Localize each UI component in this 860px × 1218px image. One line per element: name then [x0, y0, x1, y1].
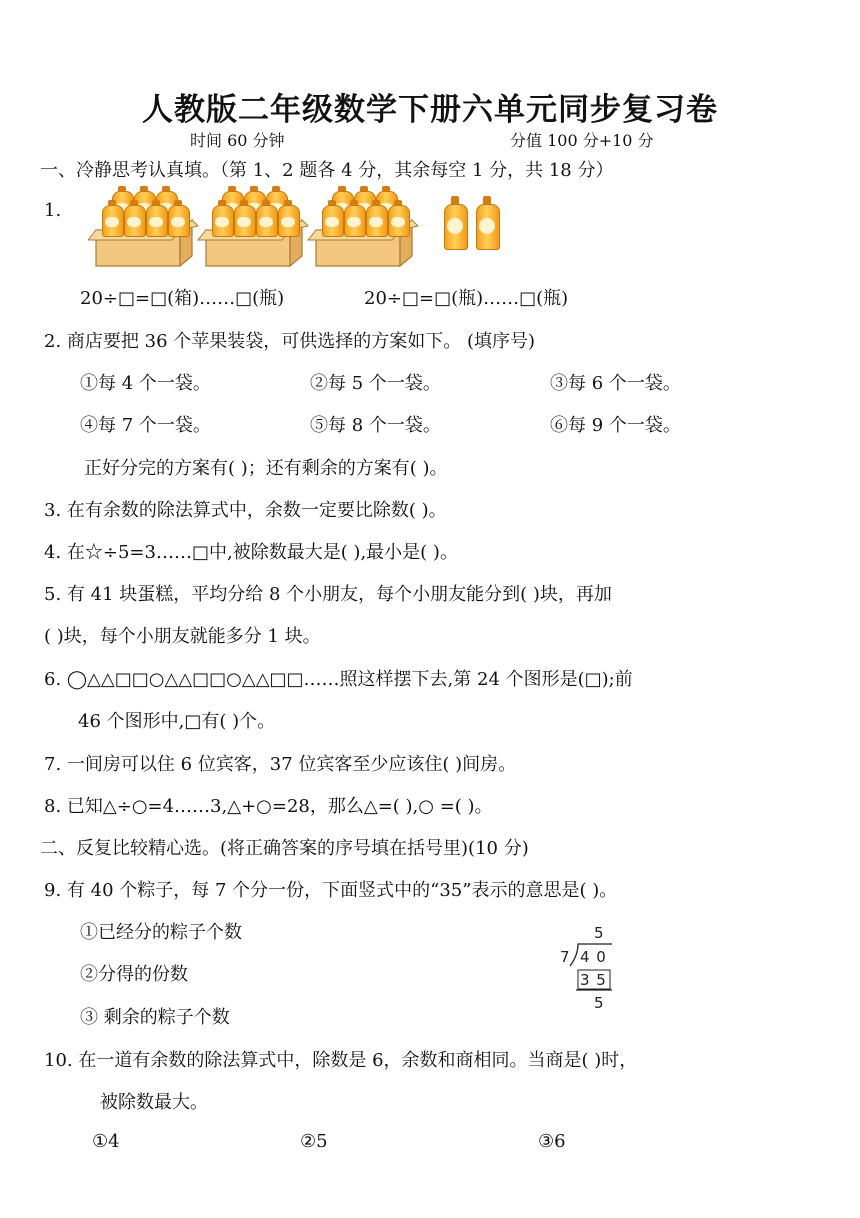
division-dividend: 4 0 — [580, 948, 607, 966]
q9-option: ①已经分的粽子个数 — [80, 922, 242, 943]
exam-score: 分值 100 分+10 分 — [510, 131, 654, 150]
q2-option: ⑤每 8 个一袋。 — [310, 415, 441, 436]
q9-option: ②分得的份数 — [80, 964, 188, 985]
q2-option: ①每 4 个一袋。 — [80, 373, 211, 394]
q10-option: ③6 — [538, 1131, 566, 1152]
q9-option: ③ 剩余的粽子个数 — [80, 1007, 230, 1028]
q3: 3. 在有余数的除法算式中，余数一定要比除数( )。 — [44, 500, 447, 521]
division-remainder: 5 — [594, 994, 604, 1012]
q5-line-2: ( )块，每个小朋友就能多分 1 块。 — [44, 626, 321, 647]
q1-expression-boxes: 20÷□=□(箱)……□(瓶) — [80, 288, 285, 309]
q10-option: ②5 — [300, 1131, 328, 1152]
division-bracket-lines — [566, 942, 616, 998]
division-divisor: 7 — [560, 948, 570, 966]
division-quotient: 5 — [594, 924, 604, 942]
q1-expression-bottles: 20÷□=□(瓶)……□(瓶) — [364, 288, 569, 309]
q9-stem: 9. 有 40 个粽子，每 7 个分一份，下面竖式中的“35”表示的意思是( )。 — [44, 880, 618, 901]
q2-option: ⑥每 9 个一袋。 — [550, 415, 681, 436]
q1-number: 1. — [44, 200, 62, 221]
division-product: 3 5 — [580, 971, 607, 989]
section-1-heading: 一、冷静思考认真填。（第 1、2 题各 4 分，其余每空 1 分，共 18 分） — [40, 160, 614, 181]
q4: 4. 在☆÷5=3……□中,被除数最大是( ),最小是( )。 — [44, 542, 458, 563]
q7: 7. 一间房可以住 6 位宾客，37 位宾客至少应该住( )间房。 — [44, 754, 517, 775]
q6-line-1: 6. ◯△△□□○△△□□○△△□□……照这样摆下去,第 24 个图形是(□);前 — [44, 669, 633, 690]
q6-line-2: 46 个图形中,□有( )个。 — [78, 711, 276, 732]
q2-stem: 2. 商店要把 36 个苹果装袋，可供选择的方案如下。 (填序号) — [44, 331, 536, 352]
q5-line-1: 5. 有 41 块蛋糕，平均分给 8 个小朋友，每个小朋友能分到( )块，再加 — [44, 584, 612, 605]
q2-answer-line: 正好分完的方案有( )；还有剩余的方案有( )。 — [84, 458, 448, 479]
q10-line-1: 10. 在一道有余数的除法算式中，除数是 6，余数和商相同。当商是( )时， — [44, 1050, 638, 1071]
exam-time: 时间 60 分钟 — [190, 131, 285, 150]
page-title: 人教版二年级数学下册六单元同步复习卷 — [142, 92, 718, 128]
q8: 8. 已知△÷○=4……3,△+○=28，那么△=( ),○ =( )。 — [44, 796, 493, 817]
q10-option: ①4 — [92, 1131, 120, 1152]
q2-option: ③每 6 个一袋。 — [550, 373, 681, 394]
q2-option: ④每 7 个一袋。 — [80, 415, 211, 436]
q2-option: ②每 5 个一袋。 — [310, 373, 441, 394]
q10-line-2: 被除数最大。 — [100, 1092, 208, 1113]
section-2-heading: 二、反复比较精心选。(将正确答案的序号填在括号里)(10 分) — [40, 838, 529, 859]
